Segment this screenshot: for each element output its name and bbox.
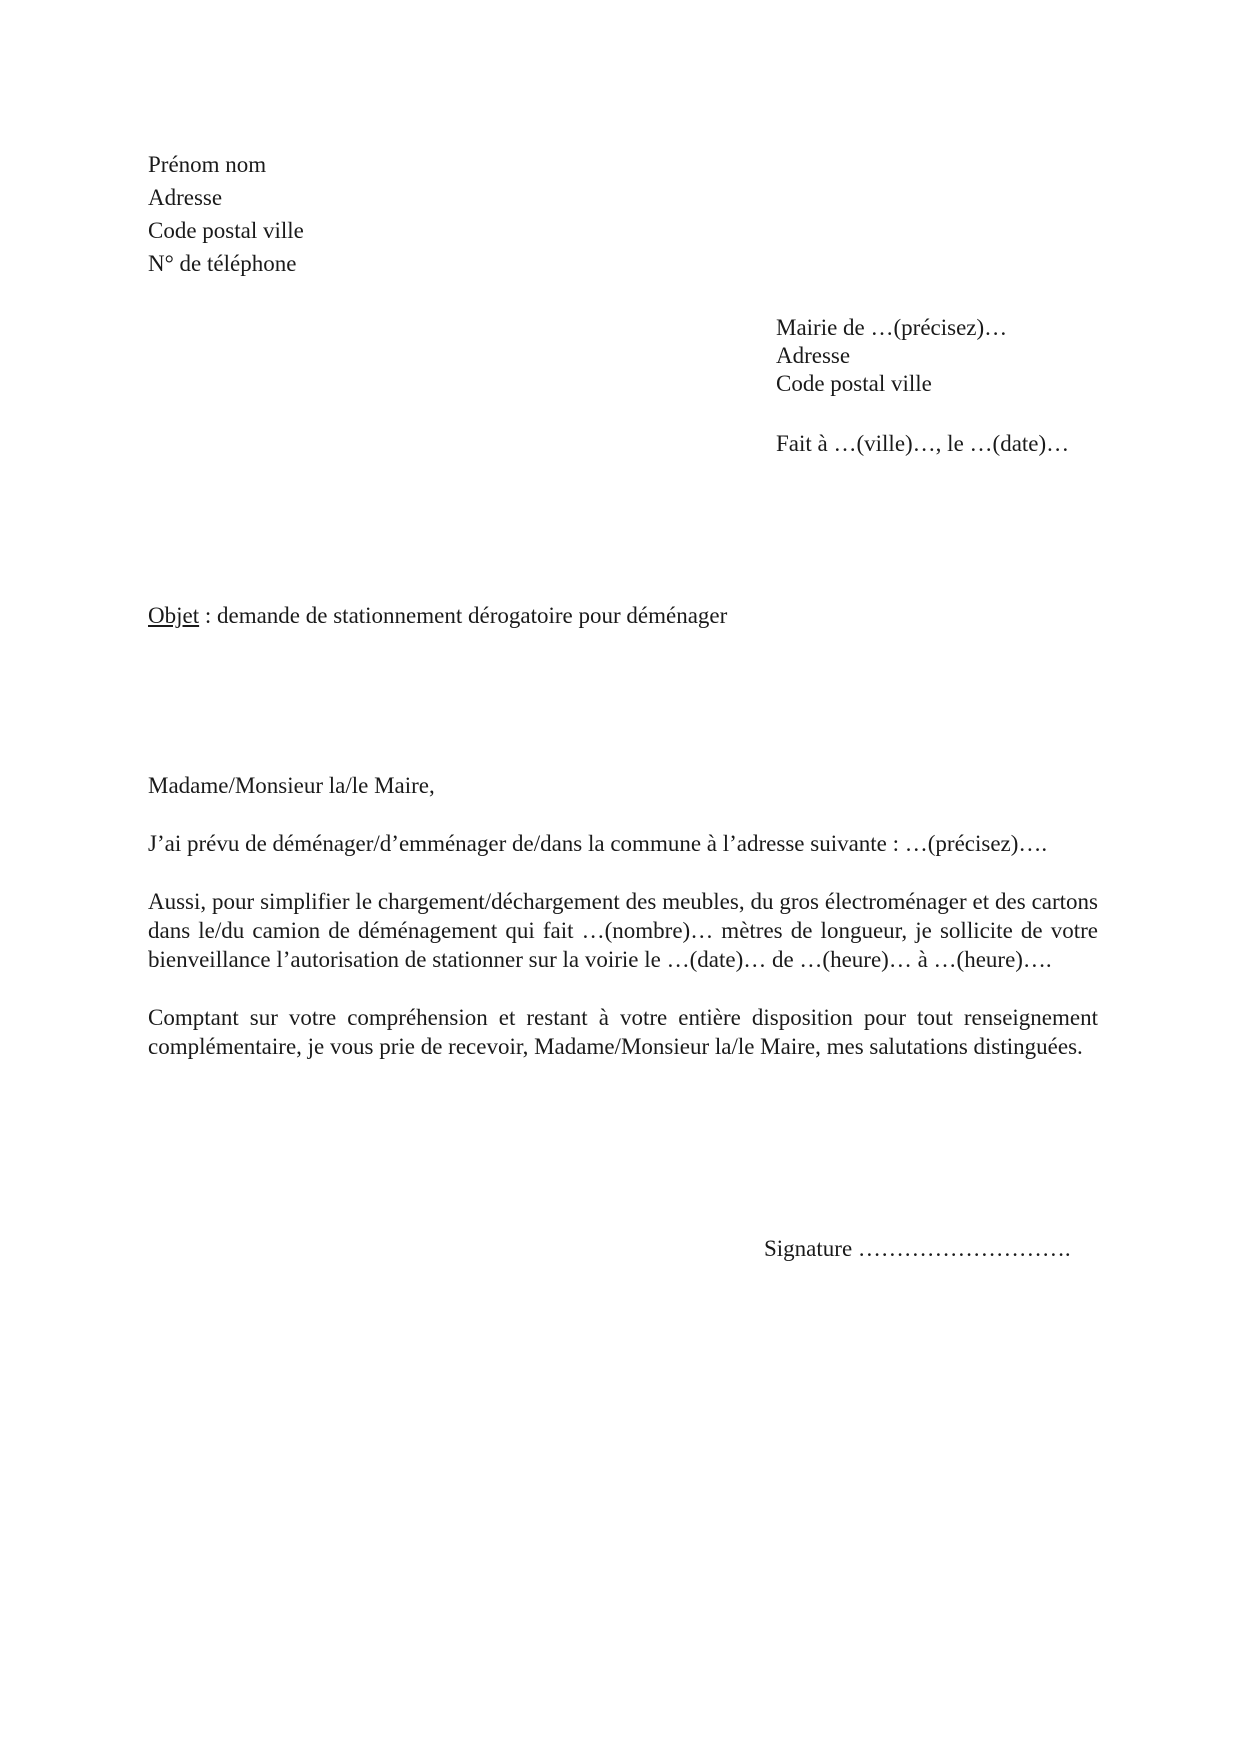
letter-body xyxy=(148,771,1098,1090)
recipient-address: Adresse xyxy=(776,343,851,368)
recipient-postal-city: Code postal ville xyxy=(776,371,932,396)
signature-line: Signature ………………………. xyxy=(764,1236,1071,1261)
paragraph-closing: Comptant sur votre compréhension et restant à votre entière disposition pour tout renseignement complémentaire, je vous prie de recevoir, Madame/Monsieur la/le Maire, mes salutations distinguées. xyxy=(148,1005,1098,1059)
recipient-mairie: Mairie de …(précisez)… xyxy=(776,315,1008,340)
place-date: Fait à …(ville)…, le …(date)… xyxy=(776,431,1070,456)
sender-phone: N° de téléphone xyxy=(148,251,297,276)
subject-line xyxy=(148,602,727,630)
sender-name: Prénom nom xyxy=(148,152,267,177)
subject-label: Objet xyxy=(148,603,200,628)
sender-postal-city: Code postal ville xyxy=(148,218,304,243)
salutation: Madame/Monsieur la/le Maire, xyxy=(148,773,435,798)
subject-text: : demande de stationnement dérogatoire pour déménager xyxy=(199,603,728,628)
recipient-block xyxy=(776,314,1007,398)
paragraph-parking-request: Aussi, pour simplifier le chargement/déchargement des meubles, du gros électroménager et des cartons dans le/du camion de déménagement qui fait …(nombre)… mètres de longueur, je sollicite de votre bienveillance l’autorisation de stationner sur la voirie le …(date)… de …(heure)… à …(heure)…. xyxy=(148,889,1098,972)
sender-address: Adresse xyxy=(148,185,223,210)
sender-block xyxy=(148,148,304,280)
paragraph-move-address: J’ai prévu de déménager/d’emménager de/dans la commune à l’adresse suivante : …(précisez)…. xyxy=(148,831,1048,856)
